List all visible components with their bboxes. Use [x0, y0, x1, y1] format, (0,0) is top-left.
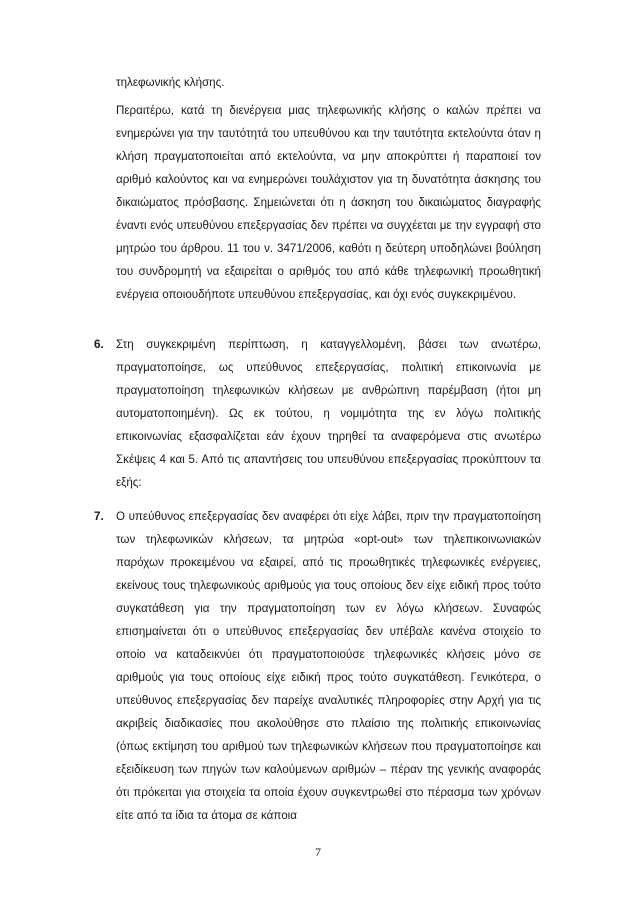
- item-text: Στη συγκεκριμένη περίπτωση, η καταγγελλομένη, βάσει των ανωτέρω, πραγματοποίησε, ως υπεύθυνος επεξεργασίας, πολιτική επικοινωνία με πραγματοποίηση τηλεφωνικών κλήσεων με ανθρώπινη παρέμβαση (ήτοι μη αυτοματοποιημένη). Ως εκ τούτου, η νομιμότητα της εν λόγω πολιτικής επικοινωνίας εξασφαλίζεται εάν έχουν τηρηθεί τα αναφερόμενα στις ανωτέρω Σκέψεις 4 και 5. Από τις απαντήσεις του υπευθύνου επεξεργασίας προκύπτουν τα εξής:: [116, 338, 541, 489]
- page-number: 7: [315, 845, 321, 859]
- item-text: Ο υπεύθυνος επεξεργασίας δεν αναφέρει ότι είχε λάβει, πριν την πραγματοποίηση των τηλεφωνικών κλήσεων, τα μητρώα «opt-out» των τηλεπικοινωνιακών παρόχων προκειμένου να εξαιρεί, από τις προωθητικές τηλεφωνικές ενέργειες, εκείνους τους τηλεφωνικούς αριθμούς για τους οποίους δεν είχε ειδική προς τούτο συγκατάθεση για την πραγματοποίηση των εν λόγω κλήσεων. Συναφώς επισημαίνεται ότι ο υπεύθυνος επεξεργασίας δεν υπέβαλε κανένα στοιχείο το οποίο να καταδεικνύει ότι πραγματοποιούσε τηλεφωνικές κλήσεις μόνο σε αριθμούς για τους οποίους είχε ειδική προς τούτο συγκατάθεση. Γενικότερα, ο υπεύθυνος επεξεργασίας δεν παρείχε αναλυτικές πληροφορίες στην Αρχή για τις ακριβείς διαδικασίες που ακολούθησε στο πλαίσιο της πολιτικής επικοινωνίας (όπως εκτίμηση του αριθμού των τηλεφωνικών κλήσεων που πραγματοποίησε και εξειδίκευση των πηγών των καλούμενων αριθμών – πέραν της γενικής αναφοράς ότι πρόκειται για στοιχεία τα οποία έχουν συγκεντρωθεί στο πέρασμα των χρόνων είτε από τα ίδια τα άτομα σε κάποια: [116, 510, 541, 822]
- item-number: 6.: [94, 338, 104, 351]
- item-number: 7.: [94, 510, 104, 523]
- paragraph-continued: Περαιτέρω, κατά τη διενέργεια μιας τηλεφωνικής κλήσης ο καλών πρέπει να ενημερώνει για την ταυτότητά του υπευθύνου και την ταυτότητα εκτελούντα όταν η κλήση πραγματοποιείται από εκτελούντα, να μην αποκρύπτει ή παραποιεί τον αριθμό καλούντος και να ενημερώνει τουλάχιστον για τη δυνατότητα άσκησης του δικαιώματος πρόσβασης. Σημειώνεται ότι η άσκηση του δικαιώματος διαγραφής έναντι ενός υπευθύνου επεξεργασίας δεν πρέπει να συγχέεται με την εγγραφή στο μητρώο του άρθρου. 11 του ν. 3471/2006, καθότι η δεύτερη υποδηλώνει βούληση του συνδρομητή να εξαιρείται ο αριθμός του από κάθε τηλεφωνική προωθητική ενέργεια οποιουδήποτε υπευθύνου επεξεργασίας, και όχι ενός συγκεκριμένου.: [116, 104, 541, 301]
- continuation-line: τηλεφωνικής κλήσης.: [116, 76, 225, 89]
